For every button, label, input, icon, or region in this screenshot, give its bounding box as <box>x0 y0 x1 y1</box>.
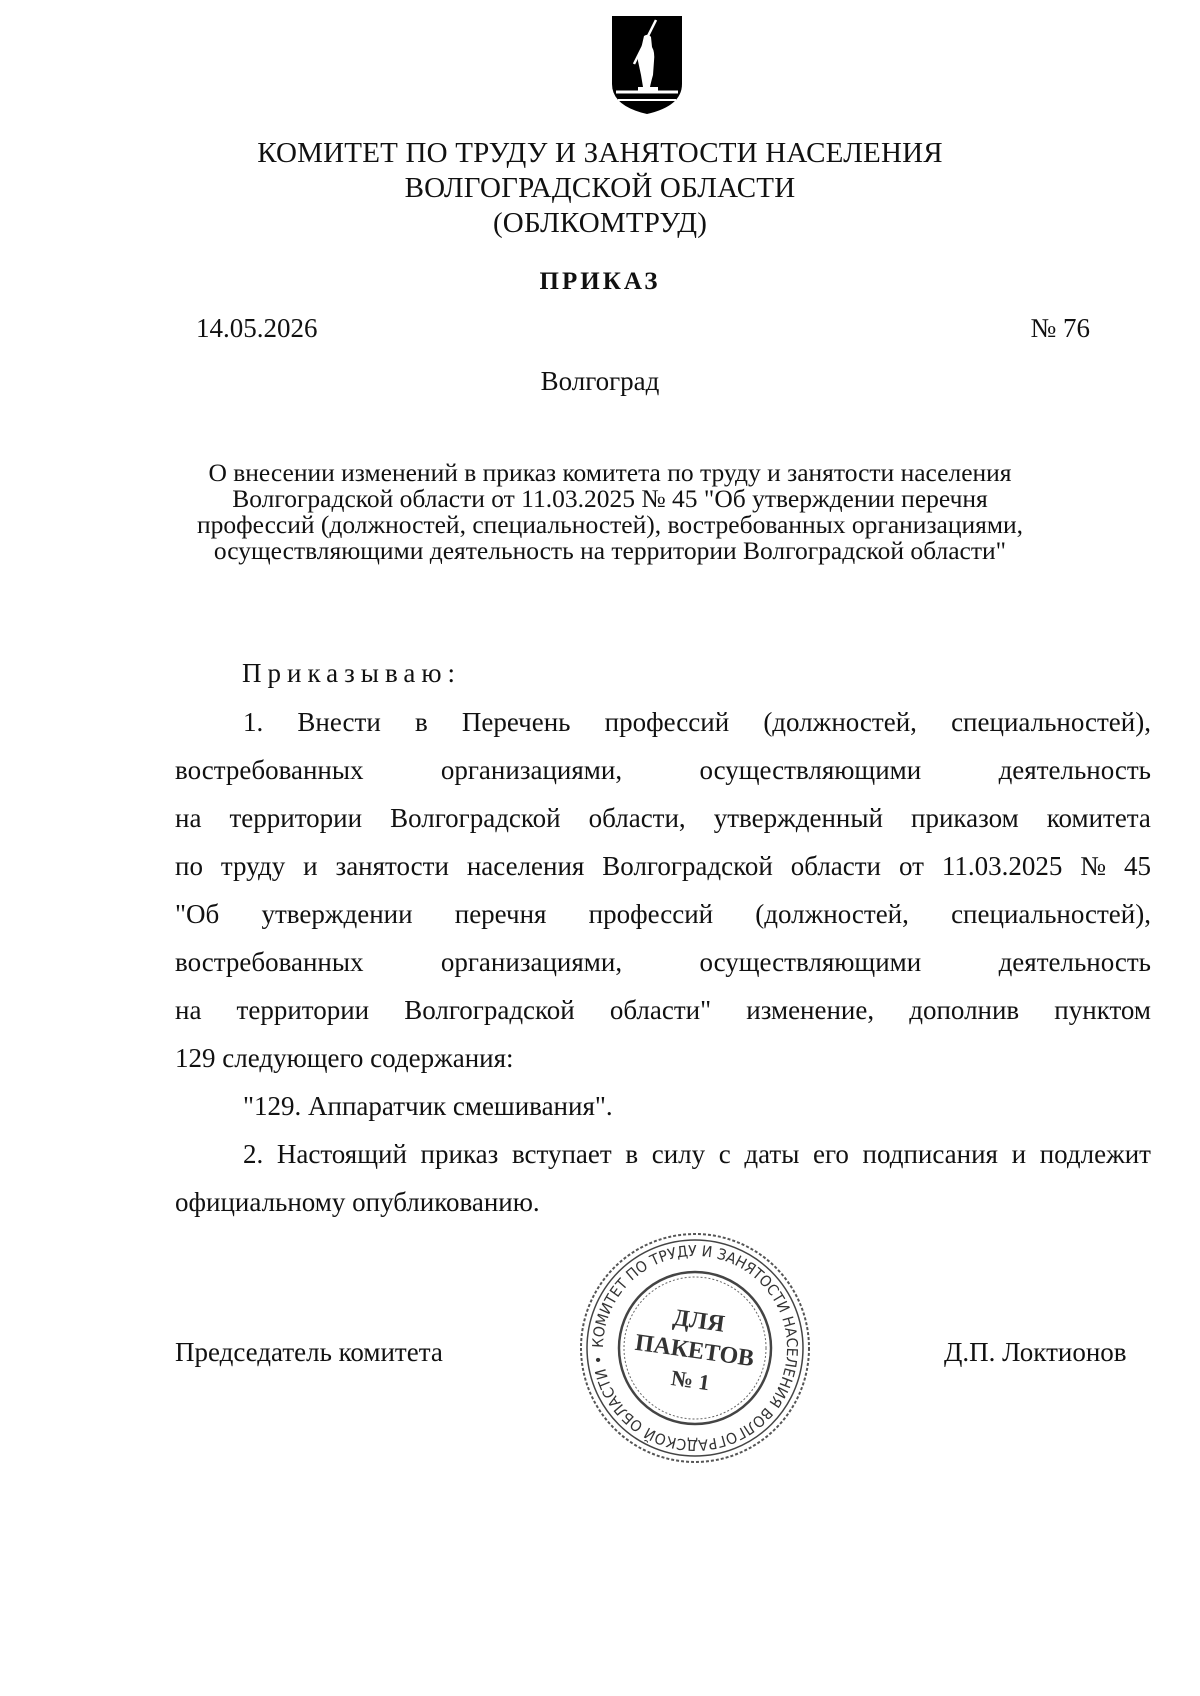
document-date: 14.05.2026 <box>196 313 318 343</box>
word: специальностей), <box>951 899 1151 929</box>
word: Волгоградской <box>390 803 561 833</box>
document-body <box>175 698 1151 1226</box>
word: и <box>303 851 318 881</box>
subject-line: Волгоградской области от 11.03.2025 № 45 "Об утверждении перечня <box>232 484 988 513</box>
word: профессий <box>604 707 730 737</box>
stamp-center-line3: № 1 <box>669 1365 712 1396</box>
word: занятости <box>335 851 449 881</box>
word: на <box>175 803 202 833</box>
word: вступает <box>511 1139 612 1169</box>
word: по <box>175 851 203 881</box>
word: востребованных <box>175 755 364 785</box>
paragraph-1-line-8: 129 следующего содержания: <box>175 1043 514 1073</box>
word: Настоящий <box>276 1139 407 1169</box>
stamp-center-line2: ПАКЕТОВ <box>633 1329 756 1373</box>
paragraph-1-line-5 <box>175 890 1151 938</box>
word: приказом <box>911 803 1019 833</box>
quoted-item: "129. Аппаратчик смешивания". <box>243 1091 613 1121</box>
subject-line: осуществляющими деятельность на территории Волгоградской области" <box>213 536 1007 565</box>
word: Перечень <box>461 707 571 737</box>
word: "Об <box>175 899 220 929</box>
paragraph-2-line-2: официальному опубликованию. <box>175 1187 540 1217</box>
document-city: Волгоград <box>540 366 660 396</box>
document-subject <box>180 460 1040 564</box>
official-round-stamp <box>575 1228 815 1468</box>
word: 2. <box>243 1139 264 1169</box>
word: (должностей, <box>763 707 917 737</box>
paragraph-1-line-7 <box>175 986 1151 1034</box>
word: перечня <box>454 899 547 929</box>
word: территории <box>236 995 370 1025</box>
subject-line: О внесении изменений в приказ комитета по труду и занятости населения <box>208 458 1012 487</box>
word: комитета <box>1046 803 1151 833</box>
word: территории <box>229 803 363 833</box>
word: области <box>790 851 882 881</box>
document-type-title: ПРИКАЗ <box>539 268 661 295</box>
coat-of-arms-emblem <box>610 14 684 116</box>
word: даты <box>744 1139 800 1169</box>
signatory-position: Председатель комитета <box>175 1337 443 1367</box>
stamp-center-line1: ДЛЯ <box>671 1304 727 1338</box>
word: в <box>625 1139 639 1169</box>
word: на <box>175 995 202 1025</box>
word: 45 <box>1123 851 1151 881</box>
paragraph-1-line-1 <box>175 698 1151 746</box>
word: деятельность <box>998 947 1151 977</box>
word: и <box>1011 1139 1027 1169</box>
word: деятельность <box>998 755 1151 785</box>
word: осуществляющими <box>699 947 922 977</box>
word: Внести <box>297 707 381 737</box>
word: Волгоградской <box>602 851 773 881</box>
signatory-name: Д.П. Локтионов <box>944 1337 1127 1367</box>
word: профессий <box>588 899 714 929</box>
organization-header <box>0 136 1200 241</box>
orders-heading: Приказываю: <box>242 658 461 688</box>
word: утверждении <box>261 899 413 929</box>
word: организациями, <box>440 755 623 785</box>
word: дополнив <box>909 995 1020 1025</box>
paragraph-1-line-4 <box>175 842 1151 890</box>
word: специальностей), <box>951 707 1151 737</box>
word: силу <box>651 1139 706 1169</box>
word: (должностей, <box>755 899 909 929</box>
paragraph-2-line-1 <box>175 1130 1151 1178</box>
organization-name-line1: КОМИТЕТ ПО ТРУДУ И ЗАНЯТОСТИ НАСЕЛЕНИЯ <box>257 137 943 169</box>
word: пунктом <box>1054 995 1151 1025</box>
subject-line: профессий (должностей, специальностей), востребованных организациями, <box>196 510 1024 539</box>
organization-abbreviation: (ОБЛКОМТРУД) <box>492 207 708 239</box>
word: с <box>718 1139 731 1169</box>
paragraph-1-line-6 <box>175 938 1151 986</box>
word: населения <box>466 851 585 881</box>
paragraph-1-line-2 <box>175 746 1151 794</box>
organization-name-line2: ВОЛГОГРАДСКОЙ ОБЛАСТИ <box>404 172 796 204</box>
paragraph-1-line-3 <box>175 794 1151 842</box>
word: от <box>898 851 924 881</box>
word: области, <box>588 803 686 833</box>
word: осуществляющими <box>699 755 922 785</box>
word: 1. <box>243 707 264 737</box>
word: 11.03.2025 <box>941 851 1063 881</box>
word: утвержденный <box>713 803 883 833</box>
word: изменение, <box>746 995 875 1025</box>
word: его <box>813 1139 849 1169</box>
word: востребованных <box>175 947 364 977</box>
word: приказ <box>420 1139 499 1169</box>
word: в <box>414 707 428 737</box>
stamp-ring-text: КОМИТЕТ ПО ТРУДУ И ЗАНЯТОСТИ НАСЕЛЕНИЯ ВОЛГОГРАДСКОЙ ОБЛАСТИ • <box>588 1241 802 1455</box>
word: подписания <box>862 1139 998 1169</box>
word: Волгоградской <box>404 995 575 1025</box>
word: подлежит <box>1039 1139 1151 1169</box>
word: области" <box>609 995 712 1025</box>
word: организациями, <box>440 947 623 977</box>
word: № <box>1080 851 1107 881</box>
word: труду <box>220 851 286 881</box>
document-number: № 76 <box>1030 313 1090 343</box>
